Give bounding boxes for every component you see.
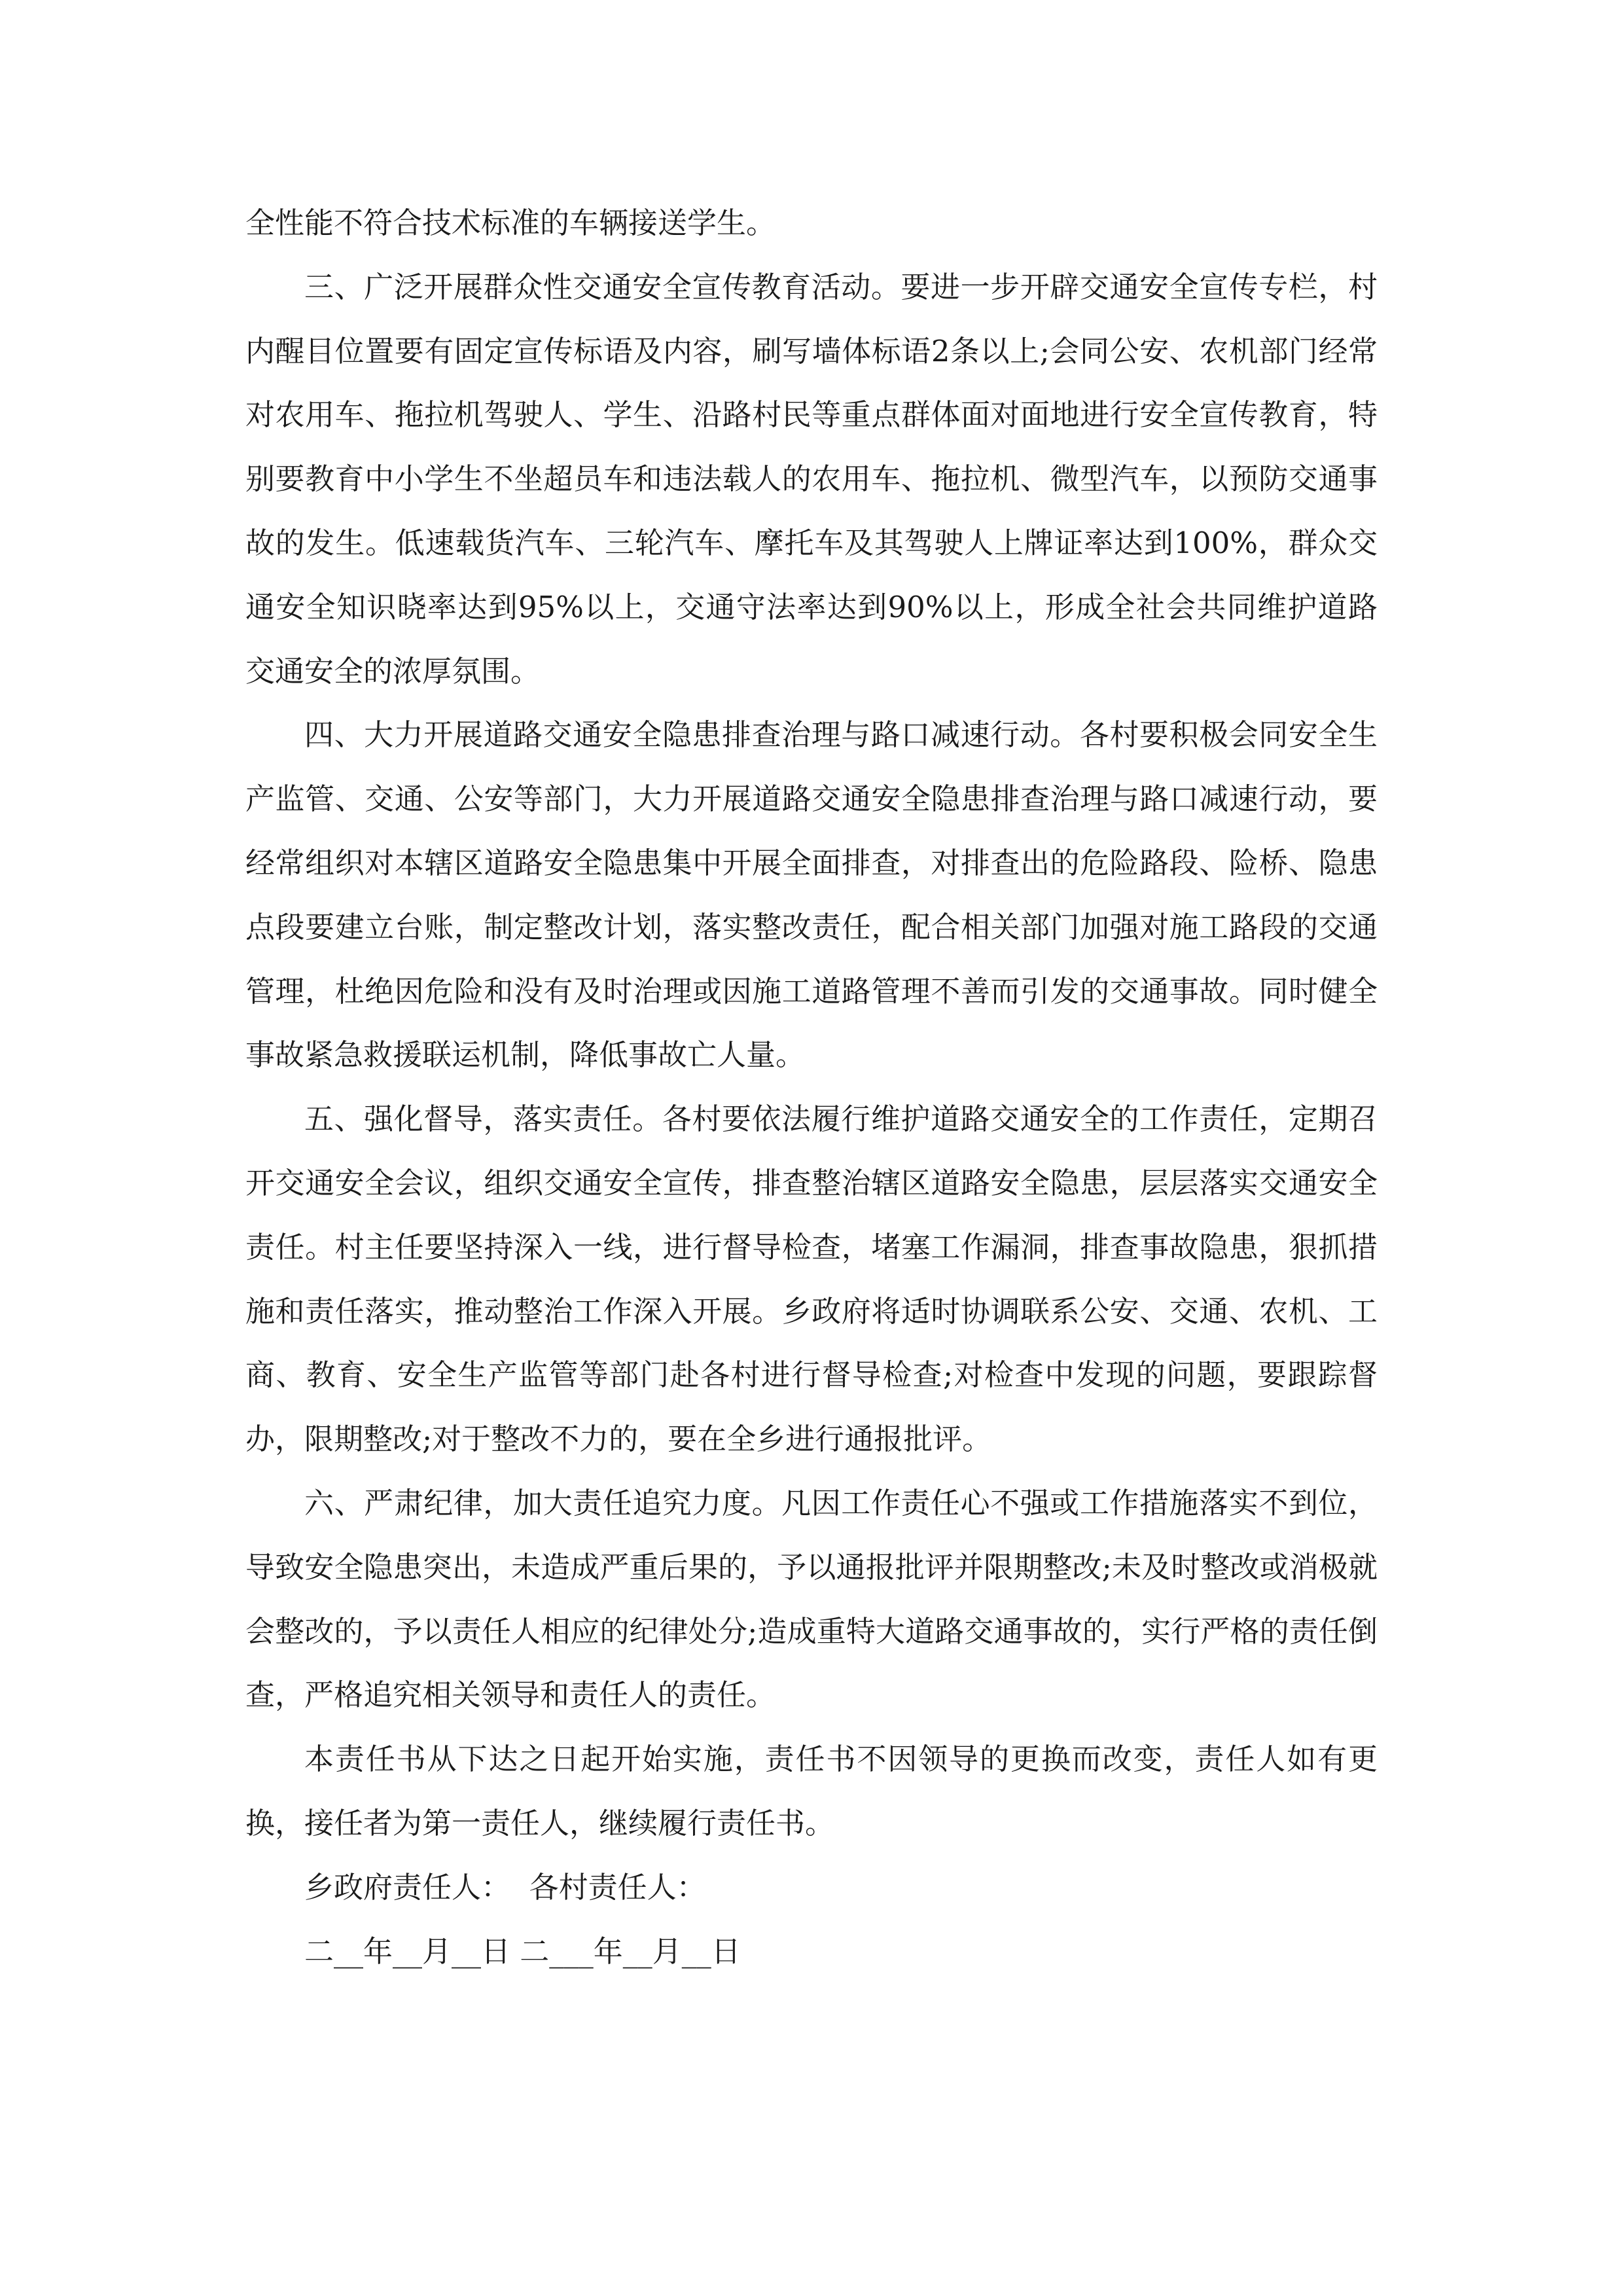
paragraph-section-six: 六、严肃纪律，加大责任追究力度。凡因工作责任心不强或工作措施落实不到位，导致安全隐患突出，未造成严重后果的，予以通报批评并限期整改;未及时整改或消极就会整改的，予以责任人相应的纪律处分;造成重特大道路交通事故的，实行严格的责任倒查，严格追究相关领导和责任人的责任。 [245, 1485, 1378, 1713]
document-body [245, 191, 1378, 1983]
paragraph-section-three: 三、广泛开展群众性交通安全宣传教育活动。要进一步开辟交通安全宣传专栏，村内醒目位置要有固定宣传标语及内容，刷写墙体标语2条以上;会同公安、农机部门经常对农用车、拖拉机驾驶人、学生、沿路村民等重点群体面对面地进行安全宣传教育，特别要教育中小学生不坐超员车和违法载人的农用车、拖拉机、微型汽车，以预防交通事故的发生。低速载货汽车、三轮汽车、摩托车及其驾驶人上牌证率达到100%，群众交通安全知识晓率达到95%以上，交通守法率达到90%以上，形成全社会共同维护道路交通安全的浓厚氛围。 [245, 269, 1378, 689]
paragraph-continuation: 全性能不符合技术标准的车辆接送学生。 [245, 206, 776, 240]
paragraph-section-five: 五、强化督导，落实责任。各村要依法履行维护道路交通安全的工作责任，定期召开交通安全会议，组织交通安全宣传，排查整治辖区道路安全隐患，层层落实交通安全责任。村主任要坚持深入一线，进行督导检查，堵塞工作漏洞，排查事故隐患，狠抓措施和责任落实，推动整治工作深入开展。乡政府将适时协调联系公安、交通、农机、工商、教育、安全生产监管等部门赴各村进行督导检查;对检查中发现的问题，要跟踪督办，限期整改;对于整改不力的，要在全乡进行通报批评。 [245, 1102, 1378, 1457]
date-line: 二__年__月__日 二___年__月__日 [304, 1933, 741, 1969]
signature-line: 乡政府责任人： 各村责任人： [304, 1869, 706, 1905]
paragraph-section-four: 四、大力开展道路交通安全隐患排查治理与路口减速行动。各村要积极会同安全生产监管、交通、公安等部门，大力开展道路交通安全隐患排查治理与路口减速行动，要经常组织对本辖区道路安全隐患集中开展全面排查，对排查出的危险路段、险桥、隐患点段要建立台账，制定整改计划，落实整改责任，配合相关部门加强对施工路段的交通管理，杜绝因危险和没有及时治理或因施工道路管理不善而引发的交通事故。同时健全事故紧急救援联运机制，降低事故亡人量。 [245, 717, 1378, 1073]
paragraph-effective-clause: 本责任书从下达之日起开始实施，责任书不因领导的更换而改变，责任人如有更换，接任者为第一责任人，继续履行责任书。 [245, 1742, 1378, 1840]
